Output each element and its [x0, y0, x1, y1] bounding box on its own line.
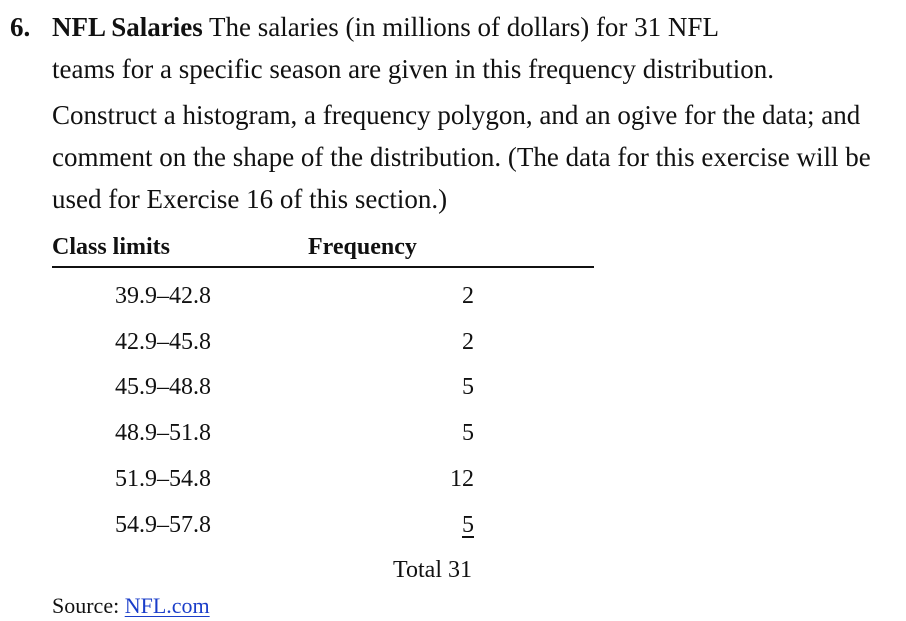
frequency-cell: 5 — [462, 420, 474, 446]
class-limits-cell: 48.9–51.8 — [115, 420, 211, 446]
table-header-rule — [52, 266, 594, 268]
frequency-cell: 2 — [462, 329, 474, 355]
table-row — [52, 324, 594, 360]
class-limits-cell: 54.9–57.8 — [115, 512, 211, 538]
table-row — [52, 461, 594, 497]
problem-heading-line — [10, 6, 719, 48]
source-line — [52, 591, 210, 621]
class-limits-cell: 42.9–45.8 — [115, 329, 211, 355]
source-label: Source: — [52, 593, 120, 618]
frequency-cell: 12 — [450, 466, 474, 492]
problem-instructions: Construct a histogram, a frequency polygon, and an ogive for the data; and comment on the shape of the distribution. (The data for this exercise will be used for Exercise 16 of this section.) — [52, 100, 871, 214]
table-row — [52, 507, 594, 543]
table-total: Total 31 — [393, 557, 472, 583]
problem-number: 6. — [10, 12, 31, 42]
frequency-cell: 2 — [462, 283, 474, 309]
class-limits-cell: 39.9–42.8 — [115, 283, 211, 309]
class-limits-cell: 51.9–54.8 — [115, 466, 211, 492]
problem-intro-line2: teams for a specific season are given in this frequency distribution. — [52, 54, 775, 84]
class-limits-cell: 45.9–48.8 — [115, 374, 211, 400]
table-row — [52, 278, 594, 314]
frequency-cell: 5 — [462, 512, 474, 538]
table-header-frequency: Frequency — [308, 234, 417, 260]
table-header-class-limits: Class limits — [52, 234, 171, 260]
problem-intro-line1: The salaries (in millions of dollars) for 31 NFL — [209, 12, 719, 42]
frequency-cell: 5 — [462, 374, 474, 400]
table-row — [52, 369, 594, 405]
problem-title: NFL Salaries — [52, 12, 203, 42]
source-link[interactable]: NFL.com — [124, 593, 210, 618]
table-row — [52, 415, 594, 451]
